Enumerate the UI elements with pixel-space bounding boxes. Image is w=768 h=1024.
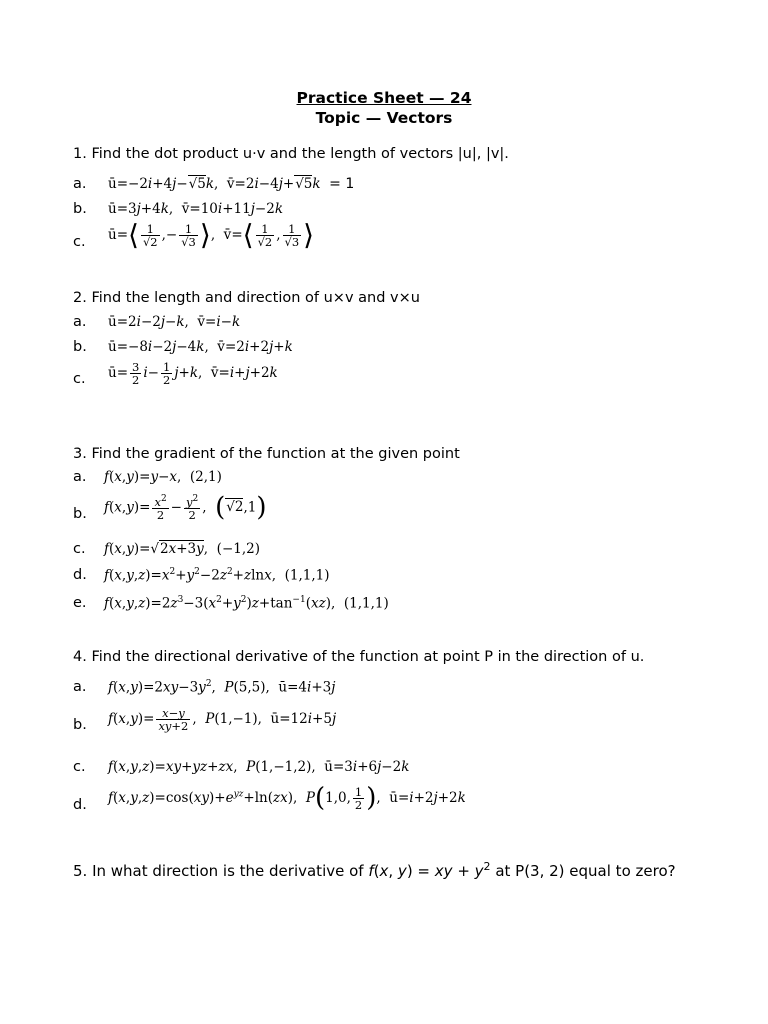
q4-label-c: c. [73,759,86,775]
q1-label-a: a. [73,176,87,192]
q3-label-a: a. [73,469,87,485]
q3-expression-a: f(x,y)=y−x, (2,1) [104,469,222,485]
question-5-suffix: at P(3, 2) equal to zero? [490,862,676,880]
q2-label-b: b. [73,339,87,355]
q1-label-c: c. [73,234,86,250]
q2-expression-c: ū= $\frac{3}{2}$ i− $\frac{1}{2}$ j+k, v̄=i+j+2k [108,360,278,388]
question-1-text: 1. Find the dot product u·v and the length of vectors |u|, |v|. [73,146,509,162]
q1-a-result: = 1 [329,176,355,192]
sheet-title: Practice Sheet — 24 [296,89,472,107]
question-5-function: f(x, y) = xy + $y^2$ [368,860,491,880]
q3-label-b: b. [73,506,87,522]
question-1 [73,146,509,162]
q1-expression-a: ū=−2i+4j−√5k, v̄=2i−4j+√5k = 1 [108,176,355,192]
sheet-topic: Topic — Vectors [315,109,453,127]
q3-label-e: e. [73,595,87,611]
question-2 [73,290,420,306]
question-5-prefix: 5. In what direction is the derivative of [73,862,369,880]
question-5 [73,860,676,880]
q2-expression-b: ū=−8i−2j−4k, v̄=2i+2j+k [108,339,293,355]
q3-expression-e: $f(x,y,z)=2z^3-3(x^2+y^2)z+\tan^{-1}(xz)$, (1,1,1) [104,595,389,612]
q1-expression-c: ū=⟨ $\frac{1}{√2}$ ,− $\frac{1}{√3}$ ⟩, v̄=⟨ $\frac{1}{√2}$ , $\frac{1}{√3}$ ⟩ [108,218,315,252]
q3-label-d: d. [73,567,87,583]
q3-expression-c: f(x,y)=√2x+3y, (−1,2) [104,541,260,557]
q3-label-c: c. [73,541,86,557]
q2-label-a: a. [73,314,87,330]
q2-label-c: c. [73,371,86,387]
q1-expression-b: ū=3j+4k, v̄=10i+11j−2k [108,201,283,217]
q3-expression-b: f(x,y)= $\frac{x^2}{2}$ − $\frac{y^2}{2}$ , (√2,1) [104,492,267,523]
question-3-text: 3. Find the gradient of the function at the given point [73,446,460,462]
q4-label-b: b. [73,717,87,733]
question-3 [73,446,460,462]
q4-label-a: a. [73,679,87,695]
question-4 [73,649,644,665]
q4-expression-a: $f(x,y)=2xy-3y^2$, P(5,5), ū=4i+3j [108,679,336,696]
question-4-text: 4. Find the directional derivative of the function at point P in the direction of u. [73,649,645,665]
question-2-text: 2. Find the length and direction of u×v and v×u [73,290,420,306]
q1-label-b: b. [73,201,87,217]
q4-expression-c: f(x,y,z)=xy+yz+zx, P(1,−1,2), ū=3i+6j−2k [108,759,410,775]
q3-expression-d: $f(x,y,z)=x^2+y^2-2z^2+zlnx$, (1,1,1) [104,567,330,584]
q4-expression-d: $f(x,y,z)=\cos(xy)+e^{yz}+\ln(zx)$, P(1,0, $\frac{1}{2}$ ), ū=i+2j+2k [108,783,466,814]
q2-expression-a: ū=2i−2j−k, v̄=i−k [108,314,241,330]
q4-label-d: d. [73,797,87,813]
q4-expression-b: f(x,y)= $\frac{x-y}{xy+2}$ , P(1,−1), ū=12i+5j [108,706,337,734]
